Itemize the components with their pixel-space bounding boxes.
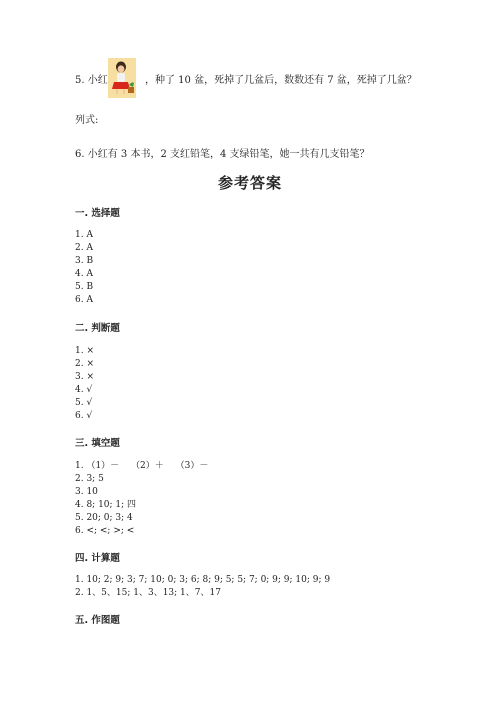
answer-line: 5. √ <box>75 398 93 408</box>
answer-line: 6. <; <; >; < <box>75 526 135 536</box>
question-6: 6. 小红有 3 本书，2 支红铅笔，4 支绿铅笔，她一共有几支铅笔？ <box>75 149 370 160</box>
question-5-prefix: 5. 小红 <box>75 75 108 86</box>
answer-line: 1. 10; 2; 9; 3; 7; 10; 0; 3; 6; 8; 9; 5; 5; 7; 0; 9; 9; 10; 9; 9 <box>75 575 331 585</box>
answer-line: 3. 10 <box>75 487 98 497</box>
question-5-rest: ，种了 10 盆，死掉了几盆后，数数还有 7 盆，死掉了几盆？ <box>145 75 417 86</box>
answer-line: 4. 8; 10; 1; 四 <box>75 500 137 510</box>
section-title-fill-blank: 三. 填空题 <box>75 438 120 449</box>
answer-line: 3. B <box>75 256 94 266</box>
answer-line: 1. × <box>75 346 94 356</box>
answer-line: 2. A <box>75 243 93 253</box>
answer-line: 1. （1）－ （2）＋ （3）－ <box>75 461 209 471</box>
answer-line: 2. 1、5、15; 1、3、13; 1、7、17 <box>75 588 221 598</box>
girl-watering-plant-image <box>108 58 136 98</box>
section-title-choice: 一. 选择题 <box>75 208 120 219</box>
answer-line: 5. 20; 0; 3; 4 <box>75 513 133 523</box>
answer-key-title: 参考答案 <box>217 174 282 192</box>
answer-line: 6. A <box>75 295 93 305</box>
answer-line: 1. A <box>75 230 93 240</box>
formula-label: 列式: <box>75 115 99 126</box>
section-title-drawing: 五. 作图题 <box>75 615 120 626</box>
answer-line: 6. √ <box>75 411 93 421</box>
answer-line: 3. × <box>75 372 94 382</box>
section-title-judgement: 二. 判断题 <box>75 323 120 334</box>
answer-line: 5. B <box>75 282 94 292</box>
question-5 <box>75 74 108 88</box>
answer-line: 4. √ <box>75 385 93 395</box>
section-title-calculation: 四. 计算题 <box>75 553 120 564</box>
answer-line: 2. × <box>75 359 94 369</box>
answer-line: 4. A <box>75 269 93 279</box>
answer-line: 2. 3; 5 <box>75 474 104 484</box>
